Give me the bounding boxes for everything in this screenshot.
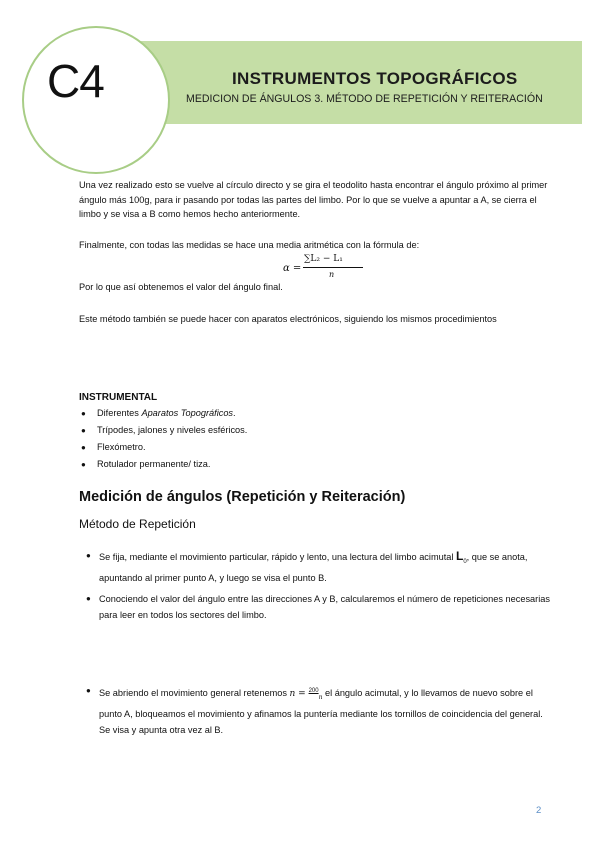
bullet-text: Se fija, mediante el movimiento particular, rápido y lento, una lectura del limbo acimutal (99, 552, 456, 562)
bullet-paragraph-3 (86, 683, 554, 738)
inline-fraction-numerator: 200 (308, 688, 319, 694)
paragraph-1: Una vez realizado esto se vuelve al círculo directo y se gira el teodolito hasta encontrar el ángulo próximo al primer ángulo más 100g, para ir pasando por todas las partes del limbo. Por lo que se vuelve a apuntar a A, se cierra el limbo y se visa a B como hemos hecho anteriormente. (79, 180, 548, 219)
document-title: INSTRUMENTOS TOPOGRÁFICOS (232, 69, 518, 88)
limb-reading-subscript: 0 (463, 558, 467, 565)
bullet-icon: ● (86, 594, 91, 603)
formula-lhs: α = (283, 263, 302, 274)
section-subheading: Método de Repetición (79, 517, 196, 531)
bullet-icon: ● (81, 426, 86, 435)
bullet-text: Conociendo el valor del ángulo entre las direcciones A y B, calcularemos el número de repeticiones necesarias para leer en todos los sectores del limbo. (99, 594, 550, 620)
formula-denominator: n (329, 270, 335, 279)
bullet-text-end: , que se anota, apuntando al primer punto A, y luego se visa el punto B. (99, 552, 528, 583)
bullet-icon: ● (81, 443, 86, 452)
bullet-text: Se abriendo el movimiento general retenemos (99, 688, 290, 699)
bullet-icon: ● (81, 460, 86, 469)
bullet-icon: ● (86, 686, 91, 695)
document-subtitle: MEDICION DE ÁNGULOS 3. MÉTODO DE REPETICIÓN Y REITERACIÓN (186, 93, 543, 105)
formula-fraction-bar (303, 267, 363, 268)
bullet-icon: ● (86, 551, 91, 560)
inline-fraction-denominator: n (318, 693, 323, 701)
list-item-text: Diferentes (97, 408, 142, 418)
list-item-text: Flexómetro. (97, 442, 146, 452)
page-number: 2 (536, 805, 542, 816)
bullet-text-end: el ángulo acimutal, y lo llevamos de nuevo sobre el punto A, bloqueamos el movimiento y afinamos la puntería mediante los tornillos de coincidencia del general. Se visa y apunta otra vez al B. (99, 688, 543, 735)
inline-formula: n = (289, 689, 309, 700)
list-item-emphasis: Aparatos Topográficos (141, 408, 234, 418)
formula-numerator: ∑L₂ − L₁ (304, 254, 343, 264)
bullet-paragraph-2 (86, 591, 554, 623)
paragraph-4: Este método también se puede hacer con aparatos electrónicos, siguiendo los mismos procedimientos (79, 314, 497, 324)
instrumental-heading: INSTRUMENTAL (79, 392, 158, 403)
bullet-paragraph-1 (86, 548, 554, 586)
chapter-label: C4 (47, 55, 104, 107)
list-item-text: Trípodes, jalones y niveles esféricos. (97, 425, 248, 435)
section-heading: Medición de ángulos (Repetición y Reiteración) (79, 489, 406, 505)
limb-reading-symbol: L (455, 549, 464, 563)
list-item-text: Rotulador permanente/ tiza. (97, 459, 211, 469)
list-item-text-end: . (233, 408, 236, 418)
paragraph-3: Por lo que así obtenemos el valor del ángulo final. (79, 282, 283, 292)
paragraph-2: Finalmente, con todas las medidas se hace una media aritmética con la fórmula de: (79, 240, 420, 250)
bullet-icon: ● (81, 409, 86, 418)
